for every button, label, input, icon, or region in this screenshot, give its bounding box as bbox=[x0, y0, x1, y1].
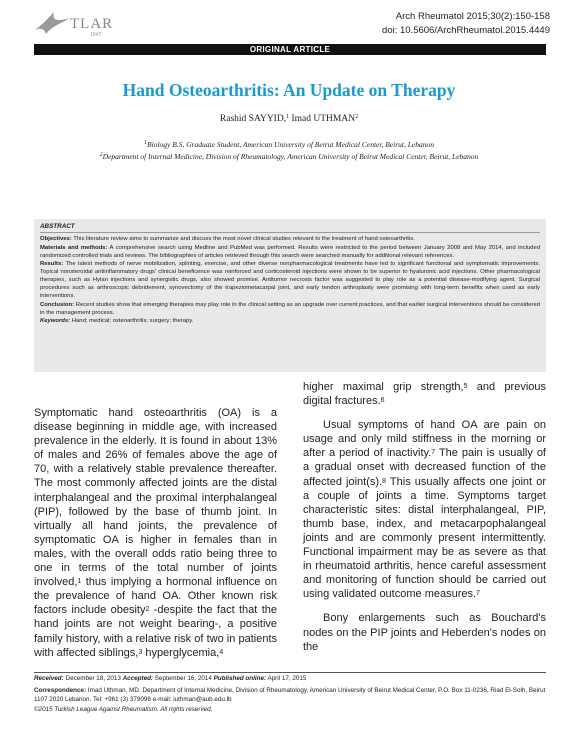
citation-ref[interactable]: 8 bbox=[382, 477, 387, 485]
label: Materials and methods: bbox=[40, 244, 108, 251]
affiliation-sup: 1 bbox=[144, 140, 148, 146]
text: Usual symptoms of hand OA are pain on usage and only mild stiffness in the morning or after a period of inactivity. bbox=[303, 419, 546, 460]
label: Accepted: bbox=[122, 675, 154, 682]
bird-logo-icon bbox=[32, 8, 72, 38]
body-paragraph bbox=[303, 380, 546, 408]
abstract-heading: ABSTRACT bbox=[40, 223, 540, 233]
footer-copyright: ©2015 Turkish League Against Rheumatism. All rights reserved. bbox=[34, 706, 213, 713]
abstract-keywords bbox=[40, 317, 540, 325]
body-paragraph: Bony enlargements such as Bouchard's nodes on the PIP joints and Heberden's nodes on the bbox=[303, 612, 546, 653]
author-name: Imad UTHMAN bbox=[289, 114, 356, 124]
citation-ref[interactable]: 7 bbox=[476, 590, 480, 598]
text: The pain is usually of a gradual onset with decreased function of the affected joint(s). bbox=[303, 447, 546, 488]
affiliation-1 bbox=[0, 140, 578, 149]
text: Imad Uthman, MD. Department of Internal Medicine, Division of Rheumatology, American University of Beirut Medical Center, P.O. Box 11-0236, Riad El-Solh, Beirut 1107 2020 Lebanon. Tel: +961 (3) 379098 e-mail: iuthman@aub.edu.lb bbox=[34, 687, 546, 703]
footer-dates bbox=[34, 675, 546, 684]
affiliation-text: Department of Internal Medicine, Division of Rheumatology, American University of Beirut Medical Center, Beirut, Lebanon bbox=[102, 152, 479, 161]
author-list bbox=[0, 114, 578, 124]
journal-reference bbox=[382, 10, 550, 38]
author-name: Rashid SAYYID, bbox=[219, 114, 287, 124]
text: hyperglycemia, bbox=[142, 646, 220, 659]
label: Keywords: bbox=[40, 318, 71, 324]
abstract-methods bbox=[40, 244, 540, 260]
text: higher maximal grip strength, bbox=[303, 381, 464, 393]
article-title: Hand Osteoarthritis: An Update on Therapy bbox=[122, 80, 456, 100]
citation-ref[interactable]: 6 bbox=[380, 397, 385, 405]
label: Correspondence: bbox=[34, 687, 87, 694]
citation-ref[interactable]: 2 bbox=[145, 606, 150, 614]
text: Hand; medical; osteoarthritis; surgery; therapy. bbox=[70, 318, 194, 324]
text: December 18, 2013 bbox=[63, 675, 123, 682]
label: Objectives: bbox=[40, 236, 72, 242]
citation-ref[interactable]: 1 bbox=[77, 578, 82, 586]
body-paragraph bbox=[303, 418, 546, 601]
body-column-left bbox=[34, 406, 277, 670]
citation-ref[interactable]: 4 bbox=[219, 648, 224, 656]
footer-divider bbox=[34, 672, 546, 673]
text: Recent studies show that emerging therapies may play role in the clinical setting as an upgrade over current practices, and that earlier surgical interventions should be considered in the management process. bbox=[40, 301, 540, 316]
text: A comprehensive search using Medline and PubMed was performed. Results were restricted to the period between January 2008 and May 2014, and included randomized controlled trials and reviews. The bibliographies of articles retrieved through this search were searched manually for additional relevant references. bbox=[40, 244, 540, 259]
journal-doi: doi: 10.5606/ArchRheumatol.2015.4449 bbox=[382, 25, 550, 36]
label: Received: bbox=[34, 675, 64, 682]
author-affil-sup: 2 bbox=[355, 114, 359, 120]
abstract-box bbox=[34, 219, 546, 372]
body-column-right bbox=[303, 380, 546, 664]
article-type-bar: ORIGINAL ARTICLE bbox=[34, 44, 546, 55]
text: This usually affects one joint or a couple of joints a time. Symptoms target characteristic sites: distal interphalangeal, PIP, thumb base, index, and metacarpophalangeal joints and are commonly present intermittently. Functional impairment may be as severe as that in rheumatoid arthritis, hence careful assessment and monitoring of function should be carried out using validated outcome measures. bbox=[303, 475, 546, 601]
text: April 17, 2015 bbox=[266, 675, 307, 682]
logo-year: 1947 bbox=[90, 32, 102, 38]
citation-ref[interactable]: 5 bbox=[463, 383, 468, 390]
abstract-conclusion bbox=[40, 301, 540, 317]
label: Results: bbox=[40, 261, 64, 267]
citation-ref[interactable]: 3 bbox=[138, 648, 143, 656]
journal-logo bbox=[32, 8, 122, 38]
text: The latest methods of nerve mobilization, splinting, exercise, and other diverse nonpharmacological treatments have led to significant functional and symptomatic improvements. Topical nonsteroidal antiinflammatory drugs' clinical beneficence was reinforced and corticosteroid injections were shown to be superior to hyaluronic acid injections. Other pharmacological therapies, such as Hylan injections and synergistic drugs, also showed promise. Antitumor necrosis factor was suggested to play role as a potential disease-modifying agent. Surgical procedures such as arthroscopic debridement, synovectomy of the trapeziometacarpal joint, and early tendon arthroplasty were promising with long-term benefits when used as early interventions. bbox=[40, 261, 540, 299]
label: Conclusion: bbox=[40, 301, 75, 308]
footer-correspondence bbox=[34, 687, 546, 704]
text: thus implying a hormonal influence on the prevalence of hand OA. Other known risk factors include obesity bbox=[34, 576, 277, 617]
text: September 16, 2014 bbox=[153, 675, 214, 682]
text: Symptomatic hand osteoarthritis (OA) is a disease beginning in middle age, with increased prevalence in the elderly. It is found in about 13% of males and 26% of females above the age of 70, with a relatively stable prevalence thereafter. The most commonly affected joints are the distal interphalangeal and the proximal interphalangeal (PIP), followed by the base of thumb joint. In virtually all hand joints, the prevalence of symptomatic OA is higher in females than in males, with the overall odds ratio being three to one in terms of the total number of joints involved, bbox=[34, 407, 277, 589]
body-paragraph bbox=[34, 406, 277, 660]
abstract-objectives bbox=[40, 235, 540, 243]
text: -despite the fact that the hand joints are not weight bearing-, a positive family history, with a relative risk of two in patients with affected siblings, bbox=[34, 604, 278, 659]
journal-citation: Arch Rheumatol 2015;30(2):150-158 bbox=[395, 11, 550, 22]
affiliation-text: Biology B.S, Graduate Student, American University of Beirut Medical Center, Beirut, Lebanon bbox=[147, 140, 434, 149]
text: and previous digital fractures. bbox=[303, 381, 546, 408]
author-affil-sup: 1 bbox=[286, 114, 290, 120]
affiliation-2 bbox=[0, 152, 578, 161]
affiliation-sup: 2 bbox=[99, 152, 103, 158]
citation-ref[interactable]: 7 bbox=[431, 449, 436, 457]
label: Published online: bbox=[213, 675, 267, 682]
text: This literature review aims to summarize and discuss the most novel clinical studies relevant to the treatment of hand osteoarthritis. bbox=[71, 236, 415, 242]
abstract-results bbox=[40, 260, 540, 300]
logo-text: TLAR bbox=[70, 16, 114, 32]
